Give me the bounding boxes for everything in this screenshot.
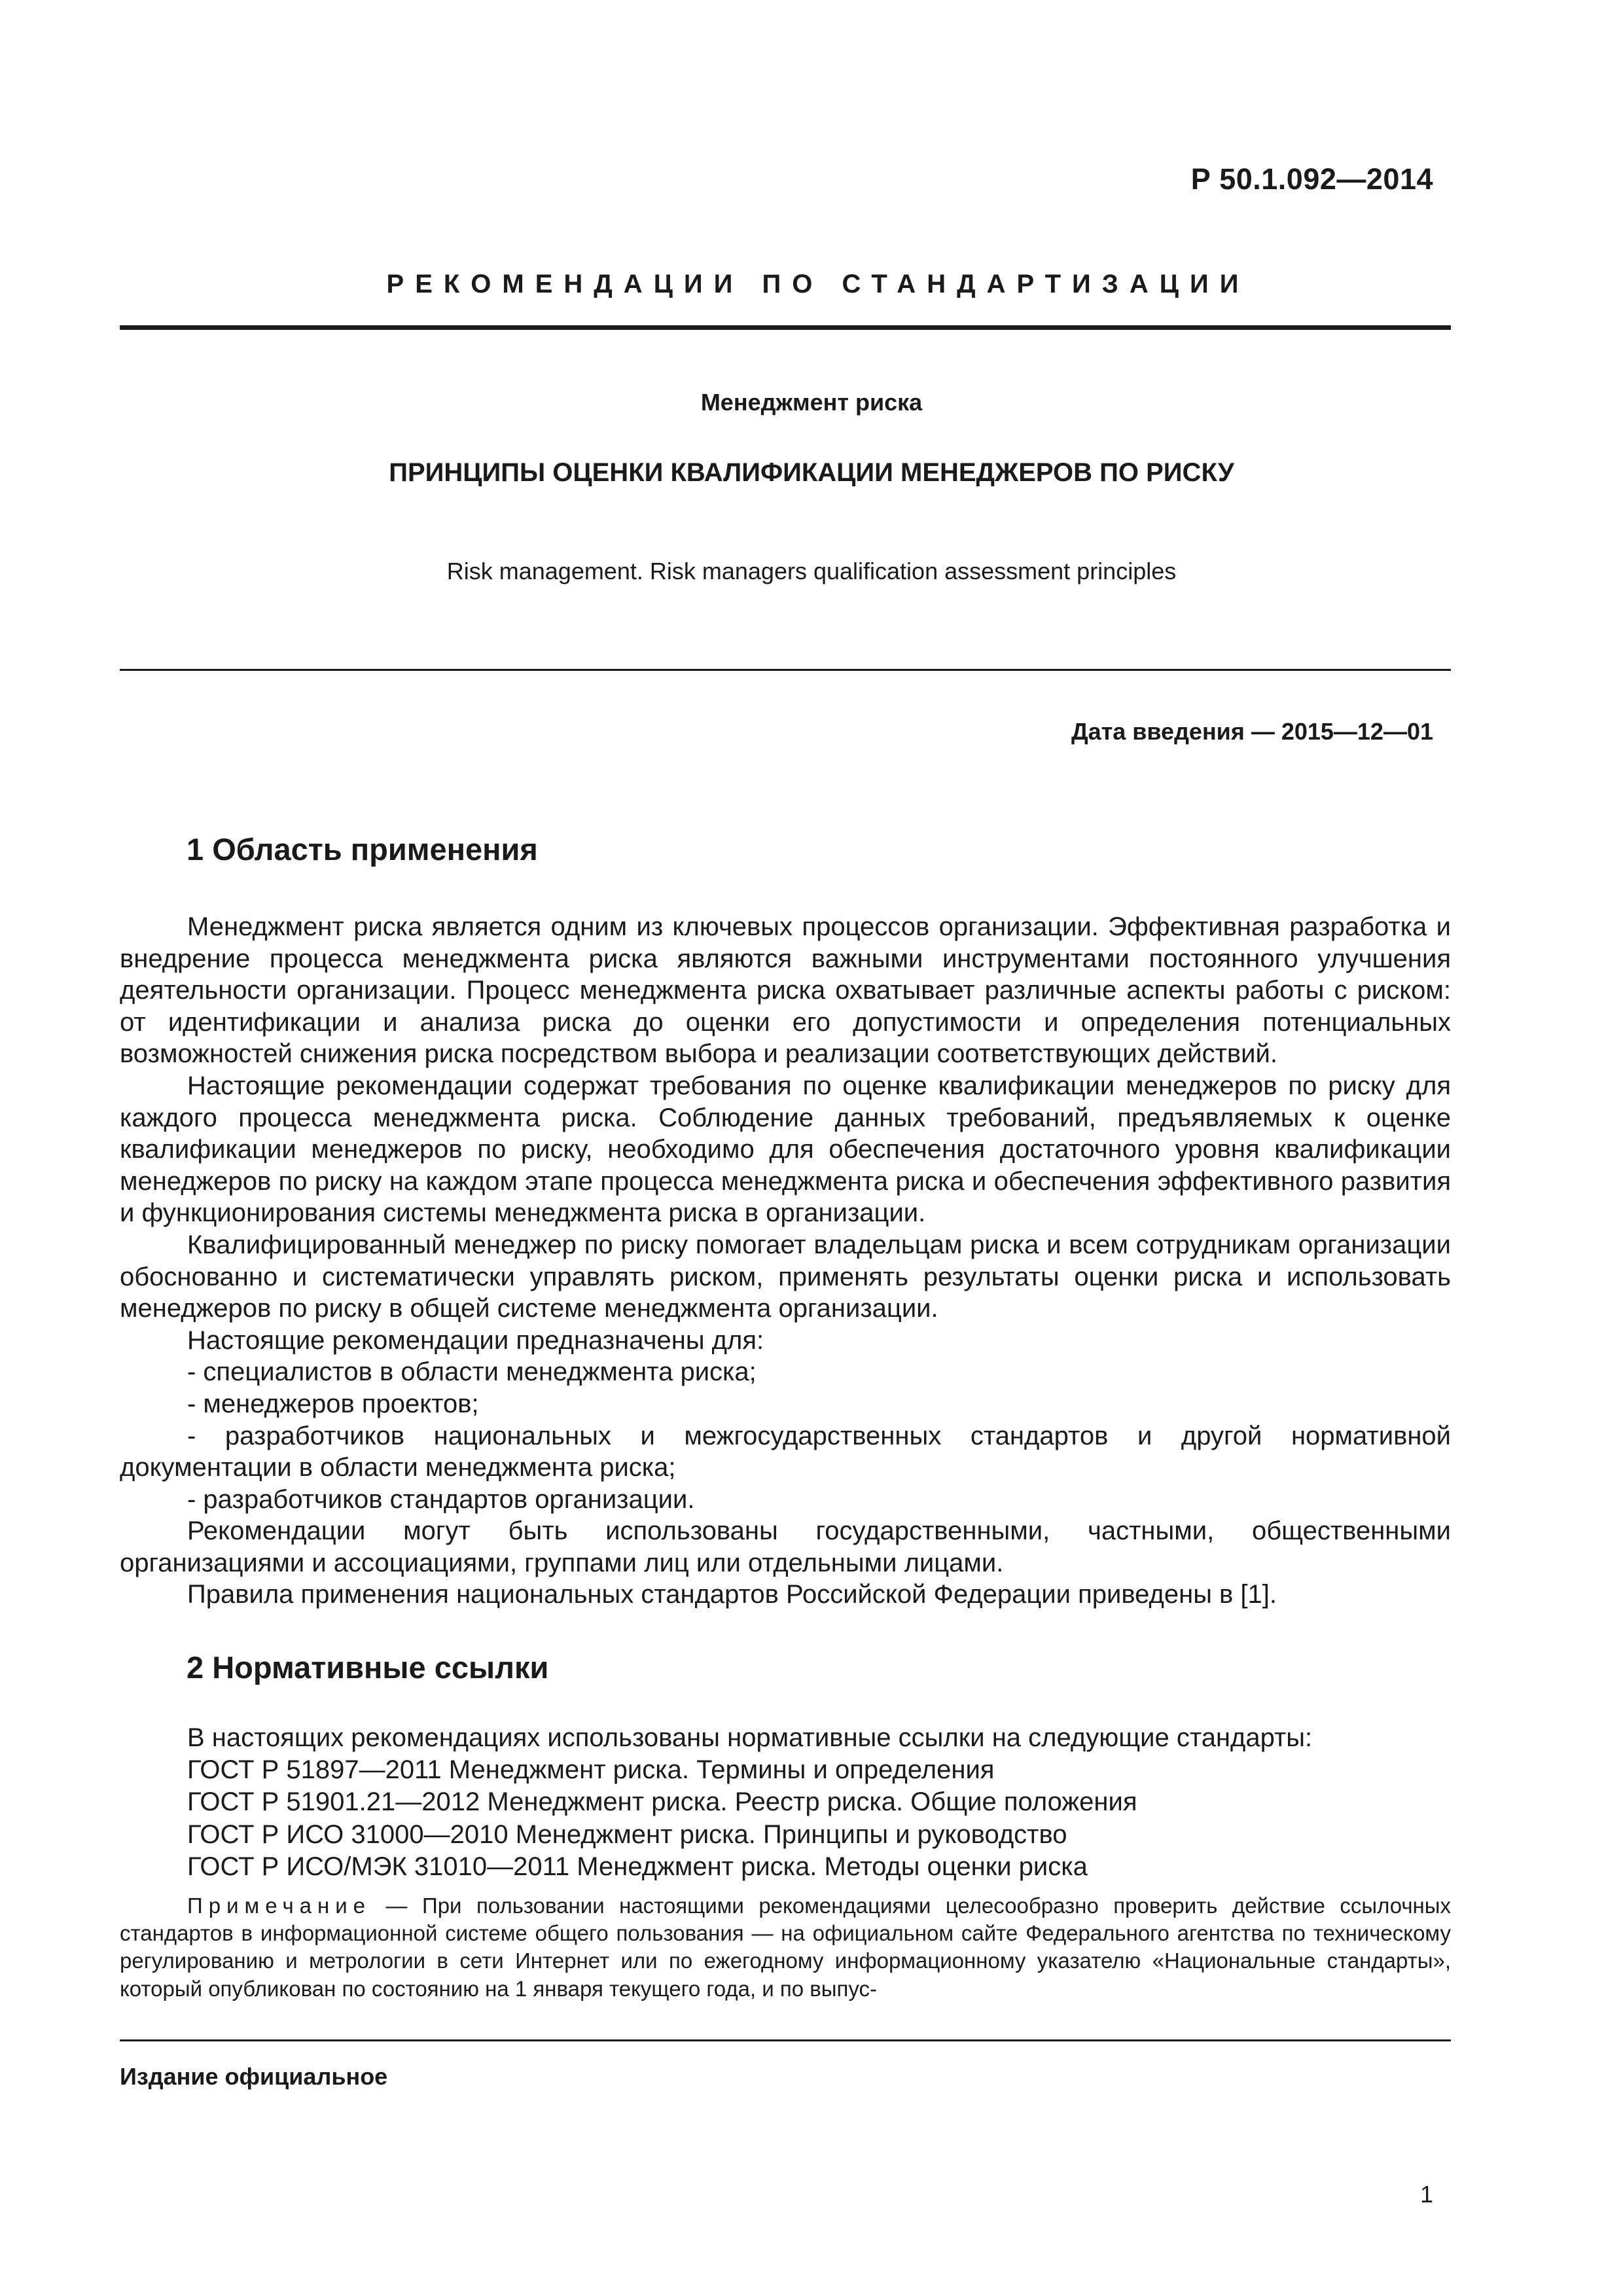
page-number: 1 [1419,2181,1433,2208]
paragraph: Правила применения национальных стандартов Российской Федерации приведены в [1]. [187,1580,1277,1609]
list-item: - менеджеров проектов; [187,1389,479,1418]
paragraph: В настоящих рекомендациях использованы нормативные ссылки на следующие стандарты: [187,1723,1313,1752]
list-item: - разработчиков стандартов организации. [187,1484,695,1514]
paragraph: Рекомендации могут быть использованы государственными, частными, общественными организациями и ассоциациями, группами лиц или отдельными лицами. [120,1516,1451,1577]
paragraph: Менеджмент риска является одним из ключевых процессов организации. Эффективная разработка и внедрение процесса менеджмента риска являются важными инструментами постоянного улучшения деятельности организации. Процесс менеджмента риска охватывает различные аспекты работы с риском: от идентификации и анализа риска до оценки его допустимости и определения потенциальных возможностей снижения риска посредством выбора и реализации соответствующих действий. [120,912,1451,1069]
section-2-body [120,1722,1451,1883]
note-label: Примечание [187,1893,372,1918]
document-title: ПРИНЦИПЫ ОЦЕНКИ КВАЛИФИКАЦИИ МЕНЕДЖЕРОВ ПО РИСКУ [389,458,1234,487]
section-1-heading: 1 Область применения [187,832,538,867]
section-1-body [120,911,1451,1611]
section-2-heading: 2 Нормативные ссылки [187,1650,549,1685]
note-block [120,1892,1451,2003]
introduction-date: Дата введения — 2015—12—01 [1071,718,1433,745]
document-subject: Менеджмент риска [700,389,923,416]
reference-item: ГОСТ Р 51901.21—2012 Менеджмент риска. Реестр риска. Общие положения [187,1787,1137,1817]
document-type: РЕКОМЕНДАЦИИ ПО СТАНДАРТИЗАЦИИ [386,270,1250,298]
header-rule [120,325,1451,330]
paragraph: Квалифицированный менеджер по риску помогает владельцам риска и всем сотрудникам организации обоснованно и систематически управлять риском, применять результаты оценки риска и использовать менеджеров по риску в общей системе менеджмента организации. [120,1230,1451,1323]
reference-item: ГОСТ Р ИСО/МЭК 31010—2011 Менеджмент риска. Методы оценки риска [187,1852,1088,1881]
title-rule [120,669,1451,671]
document-code: Р 50.1.092—2014 [1190,162,1433,196]
reference-item: ГОСТ Р 51897—2011 Менеджмент риска. Термины и определения [187,1755,995,1785]
list-item: - специалистов в области менеджмента риска; [187,1357,757,1387]
footer-rule [120,2039,1451,2041]
list-item: - разработчиков национальных и межгосударственных стандартов и другой нормативной документации в области менеджмента риска; [120,1421,1451,1482]
paragraph: Настоящие рекомендации содержат требования по оценке квалификации менеджеров по риску для каждого процесса менеджмента риска. Соблюдение данных требований, предъявляемых к оценке квалификации менеджеров по риску, необходимо для обеспечения достаточного уровня квалификации менеджеров по риску на каждом этапе процесса менеджмента риска и обеспечения эффективного развития и функционирования системы менеджмента риска в организации. [120,1071,1451,1228]
english-title: Risk management. Risk managers qualification assessment principles [446,558,1177,584]
note-text: — При пользовании настоящими рекомендациями целесообразно проверить действие ссылочных стандартов в информационной системе общего пользования — на официальном сайте Федерального агентства по техническому регулированию и метрологии в сети Интернет или по ежегодному информационному указателю «Национальные стандарты», который опубликован по состоянию на 1 января текущего года, и по выпус- [120,1893,1451,2001]
edition-label: Издание официальное [120,2063,388,2090]
paragraph: Настоящие рекомендации предназначены для: [187,1325,764,1355]
reference-item: ГОСТ Р ИСО 31000—2010 Менеджмент риска. Принципы и руководство [187,1820,1067,1849]
